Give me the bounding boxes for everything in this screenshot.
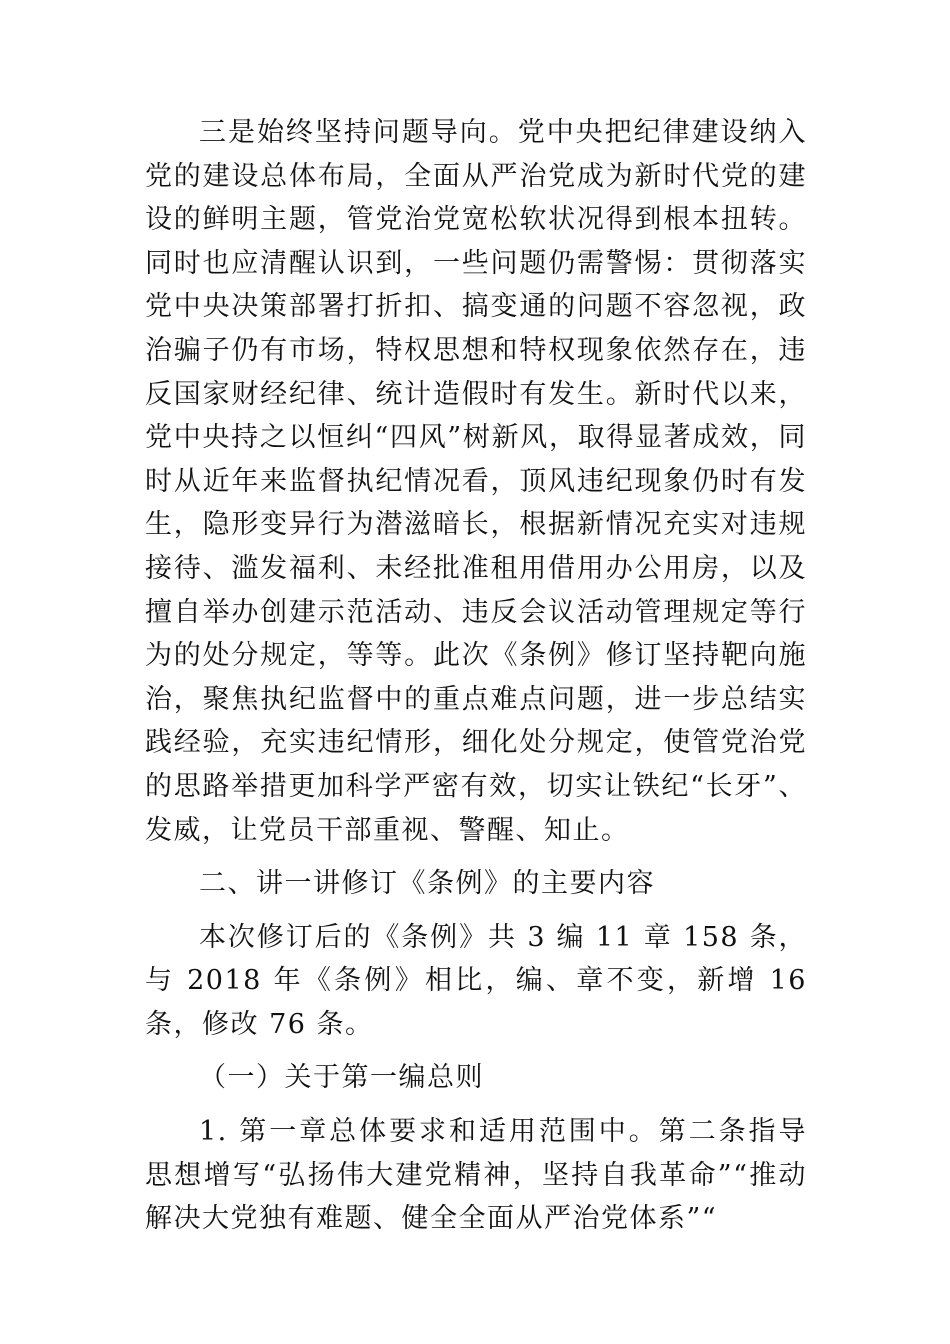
- document-body: [145, 111, 807, 1241]
- paragraph-chapter-one: 1. 第一章总体要求和适用范围中。第二条指导思想增写“弘扬伟大建党精神，坚持自我革命”“推动解决大党独有难题、健全全面从严治党体系”“: [145, 1116, 807, 1235]
- subsection-heading-general-provisions: （一）关于第一编总则: [199, 1062, 484, 1094]
- paragraph-problem-orientation: 三是始终坚持问题导向。党中央把纪律建设纳入党的建设总体布局，全面从严治党成为新时代党的建设的鲜明主题，管党治党宽松软状况得到根本扭转。同时也应清醒认识到，一些问题仍需警惕：贯彻落实党中央决策部署打折扣、搞变通的问题不容忽视，政治骗子仍有市场，特权思想和特权现象依然存在，违反国家财经纪律、统计造假时有发生。新时代以来，党中央持之以恒纠“四风”树新风，取得显著成效，同时从近年来监督执纪情况看，顶风违纪现象仍时有发生，隐形变异行为潜滋暗长，根据新情况充实对违规接待、滥发福利、未经批准租用借用办公用房，以及擅自举办创建示范活动、违反会议活动管理规定等行为的处分规定，等等。此次《条例》修订坚持靶向施治，聚焦执纪监督中的重点难点问题，进一步总结实践经验，充实违纪情形，细化处分规定，使管党治党的思路举措更加科学严密有效，切实让铁纪“长牙”、发威，让党员干部重视、警醒、知止。: [145, 117, 807, 846]
- section-heading-main-content: 二、讲一讲修订《条例》的主要内容: [199, 868, 655, 900]
- paragraph-revision-summary: 本次修订后的《条例》共 3 编 11 章 158 条，与 2018 年《条例》相比，编、章不变，新增 16 条，修改 76 条。: [145, 921, 807, 1040]
